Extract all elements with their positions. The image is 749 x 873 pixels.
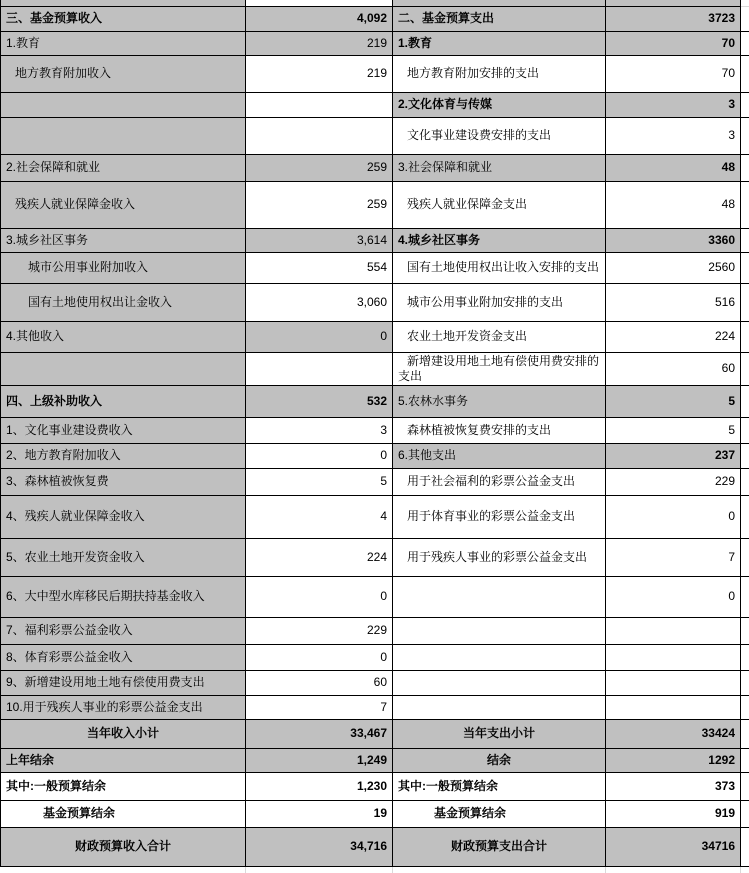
sheet-margin-cell: [741, 6, 749, 31]
right-label-cell: 当年支出小计: [393, 719, 606, 748]
table-row: [1, 748, 749, 772]
left-label-cell: 残疾人就业保障金收入: [1, 181, 246, 228]
sheet-margin-cell: [741, 181, 749, 228]
right-label-cell: 残疾人就业保障金支出: [393, 181, 606, 228]
left-label-cell: 财政预算收入合计: [1, 827, 246, 866]
left-value-cell: 219: [246, 55, 393, 92]
right-value-cell: 3723: [606, 6, 741, 31]
sheet-margin-cell: [741, 352, 749, 385]
sheet-margin-cell: [741, 827, 749, 866]
right-label-cell: 国有土地使用权出让收入安排的支出: [393, 252, 606, 283]
left-value-cell: 33,467: [246, 719, 393, 748]
table-row: [1, 495, 749, 538]
right-value-cell: 7: [606, 538, 741, 576]
right-value-cell: 70: [606, 55, 741, 92]
right-label-cell: 财政预算支出合计: [393, 827, 606, 866]
table-row: [1, 385, 749, 417]
table-row: [1, 92, 749, 117]
left-label-cell: 5、农业土地开发资金收入: [1, 538, 246, 576]
right-value-cell: 48: [606, 154, 741, 181]
sheet-margin-cell: [741, 443, 749, 468]
table-row: [1, 352, 749, 385]
right-label-cell: 用于体育事业的彩票公益金支出: [393, 495, 606, 538]
left-value-cell: 3,060: [246, 283, 393, 321]
left-label-cell: 1、文化事业建设费收入: [1, 417, 246, 443]
left-value-cell: 0: [246, 576, 393, 617]
right-value-cell: 237: [606, 443, 741, 468]
sheet-margin-cell: [741, 617, 749, 644]
sheet-margin-cell: [741, 55, 749, 92]
left-label-cell: 6、大中型水库移民后期扶持基金收入: [1, 576, 246, 617]
right-label-cell: [393, 670, 606, 695]
left-value-cell: [246, 92, 393, 117]
left-value-cell: 7: [246, 695, 393, 719]
table-row: [1, 55, 749, 92]
left-value-cell: 0: [246, 443, 393, 468]
right-label-cell: 新增建设用地土地有偿使用费安排的支出: [393, 352, 606, 385]
right-value-cell: 919: [606, 800, 741, 827]
right-value-cell: [606, 617, 741, 644]
left-label-cell: 8、体育彩票公益金收入: [1, 644, 246, 670]
sheet-margin-cell: [741, 117, 749, 154]
right-label-cell: 森林植被恢复费安排的支出: [393, 417, 606, 443]
right-label-cell: 基金预算结余: [393, 800, 606, 827]
right-value-cell: 516: [606, 283, 741, 321]
right-value-cell: [606, 695, 741, 719]
sheet-margin-cell: [741, 866, 749, 873]
right-label-cell: 4.城乡社区事务: [393, 228, 606, 252]
left-value-cell: 34,716: [246, 827, 393, 866]
table-row: [1, 866, 749, 873]
left-value-cell: 259: [246, 181, 393, 228]
right-label-cell: 文化事业建设费安排的支出: [393, 117, 606, 154]
table-row: [1, 31, 749, 55]
right-label-cell: [393, 617, 606, 644]
right-label-cell: 3.社会保障和就业: [393, 154, 606, 181]
table-row: [1, 154, 749, 181]
sheet-margin-cell: [741, 228, 749, 252]
left-label-cell: 3、森林植被恢复费: [1, 468, 246, 495]
right-label-cell: 用于社会福利的彩票公益金支出: [393, 468, 606, 495]
left-label-cell: [1, 92, 246, 117]
sheet-margin-cell: [741, 495, 749, 538]
right-value-cell: 5: [606, 385, 741, 417]
table-row: [1, 827, 749, 866]
sheet-margin-cell: [741, 748, 749, 772]
table-row: [1, 695, 749, 719]
left-label-cell: 三、基金预算收入: [1, 6, 246, 31]
right-value-cell: 60: [606, 352, 741, 385]
left-label-cell: 2.社会保障和就业: [1, 154, 246, 181]
right-label-cell: [393, 695, 606, 719]
left-label-cell: 2、地方教育附加收入: [1, 443, 246, 468]
left-value-cell: [246, 352, 393, 385]
right-value-cell: 229: [606, 468, 741, 495]
left-value-cell: 554: [246, 252, 393, 283]
left-value-cell: 4,092: [246, 6, 393, 31]
sheet-margin-cell: [741, 154, 749, 181]
left-label-cell: 10.用于残疾人事业的彩票公益金支出: [1, 695, 246, 719]
table-row: [1, 252, 749, 283]
left-label-cell: 基金预算结余: [1, 800, 246, 827]
sheet-margin-cell: [741, 468, 749, 495]
right-label-cell: 2.文化体育与传媒: [393, 92, 606, 117]
right-value-cell: 34716: [606, 827, 741, 866]
sheet-margin-cell: [741, 800, 749, 827]
left-label-cell: [1, 352, 246, 385]
right-value-cell: [606, 670, 741, 695]
left-value-cell: 259: [246, 154, 393, 181]
right-label-cell: 地方教育附加安排的支出: [393, 55, 606, 92]
sheet-margin-cell: [741, 321, 749, 352]
fund-budget-table-body: [1, 0, 749, 873]
right-label-cell: [393, 644, 606, 670]
left-label-cell: 3.城乡社区事务: [1, 228, 246, 252]
left-label-cell: 其中:一般预算结余: [1, 772, 246, 800]
table-row: [1, 443, 749, 468]
right-value-cell: 2560: [606, 252, 741, 283]
sheet-margin-cell: [741, 31, 749, 55]
table-row: [1, 283, 749, 321]
left-label-cell: [1, 117, 246, 154]
right-label-cell: 结余: [393, 748, 606, 772]
left-label-cell: 上年结余: [1, 748, 246, 772]
right-label-cell: 用于残疾人事业的彩票公益金支出: [393, 538, 606, 576]
right-value-cell: [606, 866, 741, 873]
left-value-cell: 5: [246, 468, 393, 495]
table-row: [1, 772, 749, 800]
right-label-cell: 城市公用事业附加安排的支出: [393, 283, 606, 321]
sheet-margin-cell: [741, 385, 749, 417]
table-row: [1, 468, 749, 495]
right-label-cell: 二、基金预算支出: [393, 6, 606, 31]
left-value-cell: 1,249: [246, 748, 393, 772]
sheet-margin-cell: [741, 417, 749, 443]
left-value-cell: 224: [246, 538, 393, 576]
sheet-margin-cell: [741, 772, 749, 800]
right-label-cell: [393, 866, 606, 873]
table-row: [1, 670, 749, 695]
right-value-cell: 48: [606, 181, 741, 228]
table-row: [1, 6, 749, 31]
table-row: [1, 800, 749, 827]
left-value-cell: [246, 117, 393, 154]
right-value-cell: 3360: [606, 228, 741, 252]
left-value-cell: 532: [246, 385, 393, 417]
table-row: [1, 117, 749, 154]
sheet-margin-cell: [741, 538, 749, 576]
right-label-cell: 6.其他支出: [393, 443, 606, 468]
right-value-cell: 224: [606, 321, 741, 352]
table-row: [1, 644, 749, 670]
sheet-margin-cell: [741, 644, 749, 670]
right-value-cell: 373: [606, 772, 741, 800]
left-value-cell: 4: [246, 495, 393, 538]
table-row: [1, 719, 749, 748]
right-label-cell: 1.教育: [393, 31, 606, 55]
left-value-cell: [246, 866, 393, 873]
right-label-cell: 5.农林水事务: [393, 385, 606, 417]
table-row: [1, 228, 749, 252]
table-row: [1, 538, 749, 576]
left-value-cell: 0: [246, 644, 393, 670]
right-value-cell: 5: [606, 417, 741, 443]
right-value-cell: 3: [606, 92, 741, 117]
left-value-cell: 60: [246, 670, 393, 695]
right-value-cell: 0: [606, 495, 741, 538]
left-label-cell: 4、残疾人就业保障金收入: [1, 495, 246, 538]
left-value-cell: 1,230: [246, 772, 393, 800]
table-row: [1, 576, 749, 617]
left-label-cell: 国有土地使用权出让金收入: [1, 283, 246, 321]
sheet-margin-cell: [741, 576, 749, 617]
left-value-cell: 219: [246, 31, 393, 55]
sheet-margin-cell: [741, 670, 749, 695]
left-label-cell: [1, 866, 246, 873]
table-row: [1, 417, 749, 443]
sheet-margin-cell: [741, 252, 749, 283]
left-label-cell: 城市公用事业附加收入: [1, 252, 246, 283]
left-label-cell: 当年收入小计: [1, 719, 246, 748]
right-value-cell: 3: [606, 117, 741, 154]
sheet-margin-cell: [741, 92, 749, 117]
left-label-cell: 1.教育: [1, 31, 246, 55]
right-label-cell: [393, 576, 606, 617]
left-value-cell: 229: [246, 617, 393, 644]
right-value-cell: 0: [606, 576, 741, 617]
right-label-cell: 其中:一般预算结余: [393, 772, 606, 800]
right-value-cell: [606, 644, 741, 670]
sheet-margin-cell: [741, 719, 749, 748]
left-label-cell: 9、新增建设用地土地有偿使用费支出: [1, 670, 246, 695]
left-value-cell: 0: [246, 321, 393, 352]
sheet-margin-cell: [741, 283, 749, 321]
right-value-cell: 70: [606, 31, 741, 55]
right-value-cell: 33424: [606, 719, 741, 748]
table-row: [1, 321, 749, 352]
right-label-cell: 农业土地开发资金支出: [393, 321, 606, 352]
sheet-margin-cell: [741, 695, 749, 719]
left-value-cell: 19: [246, 800, 393, 827]
left-label-cell: 4.其他收入: [1, 321, 246, 352]
left-value-cell: 3: [246, 417, 393, 443]
table-row: [1, 617, 749, 644]
left-value-cell: 3,614: [246, 228, 393, 252]
left-label-cell: 7、福利彩票公益金收入: [1, 617, 246, 644]
left-label-cell: 四、上级补助收入: [1, 385, 246, 417]
right-value-cell: 1292: [606, 748, 741, 772]
table-row: [1, 181, 749, 228]
left-label-cell: 地方教育附加收入: [1, 55, 246, 92]
